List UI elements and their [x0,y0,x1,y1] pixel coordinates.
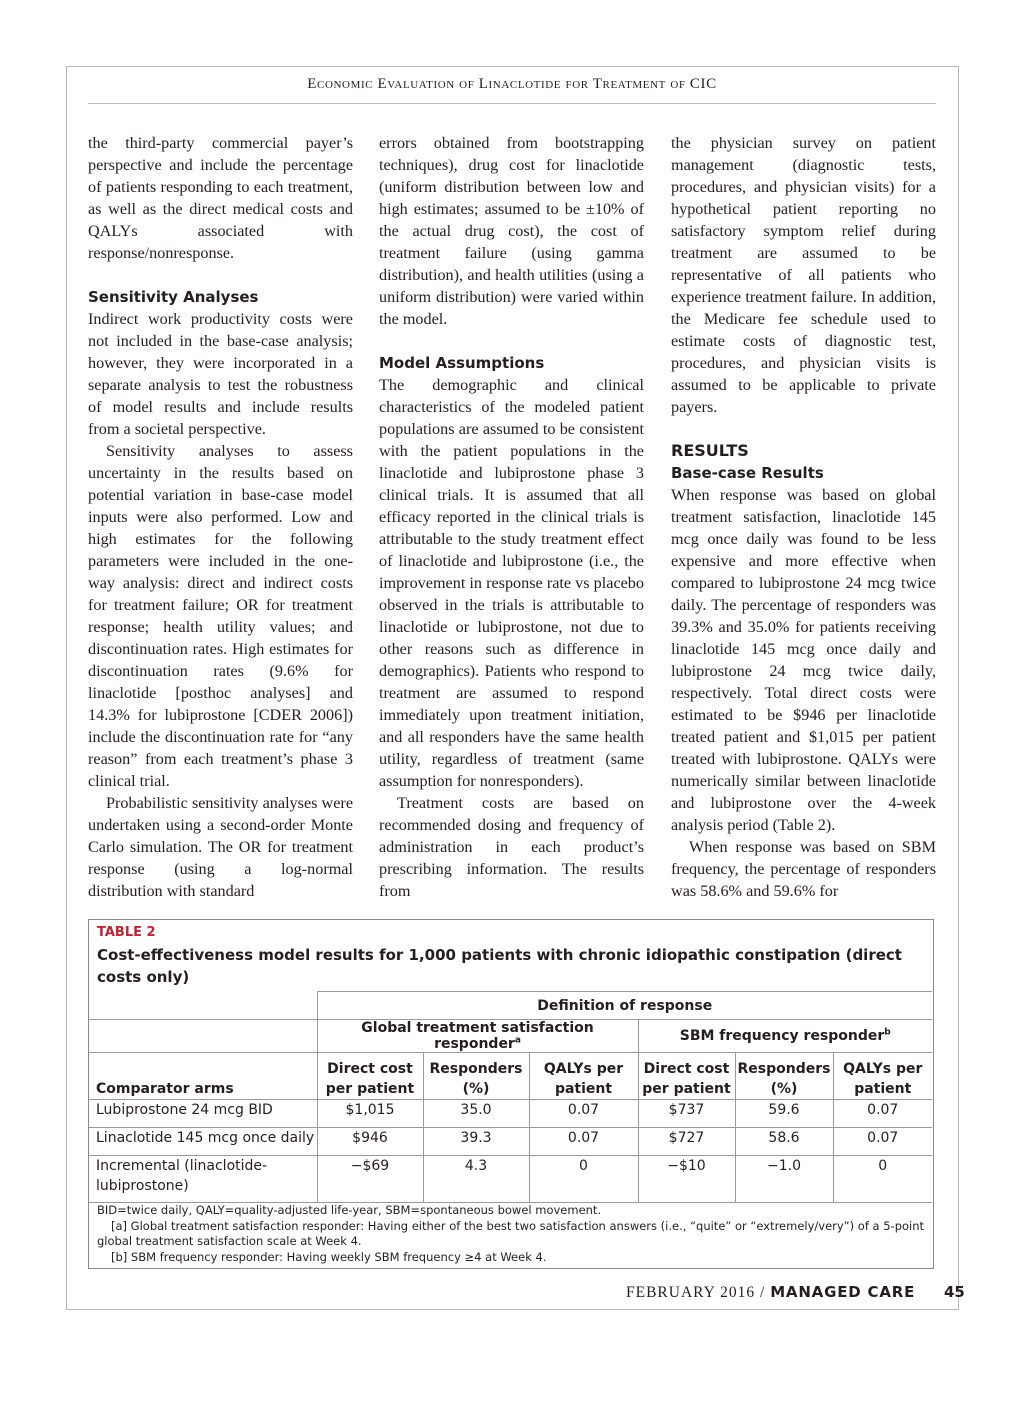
col-header-responders-sbm: Responders (%) [735,1053,833,1100]
table-cell: −1.0 [735,1156,833,1203]
col1-paragraph-1: the third-party commercial payer’s perspective and include the percentage of patients responding to each treatment, as well as the direct medical costs and QALYs associated with response/nonresponse. [88,134,353,262]
table-cell: 0.07 [529,1100,638,1128]
table-cell: 0 [529,1156,638,1203]
col-header-direct-cost-sbm: Direct cost per patient [638,1053,735,1100]
footnote-marker-b: b [884,1027,891,1038]
table-cell: 59.6 [735,1100,833,1128]
col2-paragraph-3: Treatment costs are based on recommended dosing and frequency of administration in each product’s prescribing information. The results from [379,794,644,900]
table-cell: 0.07 [833,1100,932,1128]
text-column-2 [379,132,644,902]
footnote-a: [a] Global treatment satisfaction responder: Having either of the best two satisfaction answers (i.e., “quite” or “extremely/very”) of a 5-point global treatment satisfaction scale at Week 4. [97,1218,925,1248]
footnote-abbreviations: BID=twice daily, QALY=quality-adjusted life-year, SBM=spontaneous bowel movement. [97,1203,602,1217]
footnote-b: [b] SBM frequency responder: Having weekly SBM frequency ≥4 at Week 4. [111,1249,547,1264]
col1-paragraph-3: Sensitivity analyses to assess uncertainty in the results based on potential variation in base-case model inputs were also performed. Low and high estimates for the following parameters were included in the one-way analysis: direct and indirect costs for treatment failure; OR for treatment response; health utility values; and discontinuation rates. High estimates for discontinuation rates (9.6% for linaclotide [posthoc analyses] and 14.3% for lubiprostone [CDER 2006]) include the discontinuation rate for “any reason” from each treatment’s phase 3 clinical trial. [88,442,353,790]
page-number: 45 [944,1283,965,1301]
col-header-qalys-sbm: QALYs per patient [833,1053,932,1100]
table-cell: $946 [317,1128,423,1156]
header-rule [88,103,936,104]
footer-magazine: MANAGED CARE [770,1283,916,1301]
results-table [89,991,932,1203]
col1-paragraph-4: Probabilistic sensitivity analyses were undertaken using a second-order Monte Carlo simulation. The OR for treatment response (using a log-normal distribution with standard [88,794,353,900]
table-cell: 0.07 [529,1128,638,1156]
table-cell: −$69 [317,1156,423,1203]
footnote-marker-a: a [514,1035,521,1046]
table-row [89,1156,932,1203]
sbm-frequency-header [638,1020,932,1053]
footer-date: FEBRUARY 2016 / [626,1284,771,1301]
global-satisfaction-label: Global treatment satisfaction responder [361,1020,594,1052]
heading-base-case-results: Base-case Results [671,464,824,482]
table-cell: 58.6 [735,1128,833,1156]
table-cell: 0 [833,1156,932,1203]
table-cell: −$10 [638,1156,735,1203]
text-column-3 [671,132,936,902]
table-row [89,1100,932,1128]
sbm-frequency-label: SBM frequency responder [679,1028,885,1044]
global-satisfaction-header [317,1020,638,1053]
heading-sensitivity-analyses: Sensitivity Analyses [88,288,259,306]
footer-folio [626,1283,915,1302]
table-cell: 0.07 [833,1128,932,1156]
col-header-direct-cost-global: Direct cost per patient [317,1053,423,1100]
table-title: Cost-effectiveness model results for 1,000 patients with chronic idiopathic constipation (direct costs only) [97,946,902,986]
row-arm-label: Incremental (linaclotide-lubiprostone) [89,1156,317,1203]
table-row [89,1128,932,1156]
table-corner-cell [89,992,317,1020]
col2-paragraph-2: The demographic and clinical characteristics of the modeled patient populations are assumed to be consistent with the patient populations in the linaclotide and lubiprostone phase 3 clinical trials. It is assumed that all efficacy reported in the clinical trials is attributable to the study treatment effect of linaclotide and lubiprostone (i.e., the improvement in response rate vs placebo observed in the trials is attributable to linaclotide or lubiprostone, not due to other reasons such as difference in demographics). Patients who respond to treatment are assumed to respond immediately upon treatment initiation, and all responders have the same health utility, regardless of treatment (same assumption for nonresponders). [379,376,644,790]
col3-paragraph-3: When response was based on SBM frequency, the percentage of responders was 58.6% and 59.6% for [671,838,936,900]
heading-model-assumptions: Model Assumptions [379,354,545,372]
table-cell: $737 [638,1100,735,1128]
col-header-qalys-global: QALYs per patient [529,1053,638,1100]
table-cell: $1,015 [317,1100,423,1128]
table-cell: $727 [638,1128,735,1156]
table-label: TABLE 2 [97,925,156,940]
table-cell: 39.3 [423,1128,529,1156]
row-arm-label: Lubiprostone 24 mcg BID [89,1100,317,1128]
row-arm-label: Linaclotide 145 mcg once daily [89,1128,317,1156]
running-head: Economic Evaluation of Linaclotide for Treatment of CIC [307,76,717,92]
table-blank-cell [89,1020,317,1053]
definition-of-response-header: Definition of response [317,992,932,1020]
col3-paragraph-1: the physician survey on patient management (diagnostic tests, procedures, and physician visits) for a hypothetical patient reporting no satisfactory symptom relief during treatment are assumed to be representative of all patients who experience treatment failure. In addition, the Medicare fee schedule used to estimate costs of diagnostic test, procedures, and physician visits is assumed to be applicable to private payers. [671,134,936,416]
table-footnotes [97,1203,927,1265]
comparator-arms-header: Comparator arms [89,1053,317,1100]
col-header-responders-global: Responders (%) [423,1053,529,1100]
table-cell: 35.0 [423,1100,529,1128]
heading-results: RESULTS [671,441,749,460]
col1-paragraph-2: Indirect work productivity costs were not included in the base-case analysis; however, they were incorporated in a separate analysis to test the robustness of model results and include results from a societal perspective. [88,310,353,438]
table-cell: 4.3 [423,1156,529,1203]
text-column-1 [88,132,353,902]
col3-paragraph-2: When response was based on global treatment satisfaction, linaclotide 145 mcg once daily was found to be less expensive and more effective when compared to lubiprostone 24 mcg twice daily. The percentage of responders was 39.3% and 35.0% for patients receiving linaclotide 145 mcg once daily and lubiprostone 24 mcg twice daily, respectively. Total direct costs were estimated to be $946 per linaclotide treated patient and $1,015 per patient treated with lubiprostone. QALYs were numerically similar between linaclotide and lubiprostone over the 4-week analysis period (Table 2). [671,486,936,834]
table-2 [88,919,934,1269]
col2-paragraph-1: errors obtained from bootstrapping techniques), drug cost for linaclotide (uniform distribution between low and high estimates; assumed to be ±10% of the actual drug cost), the cost of treatment failure (using gamma distribution), and health utilities (using a uniform distribution) were varied within the model. [379,134,644,328]
